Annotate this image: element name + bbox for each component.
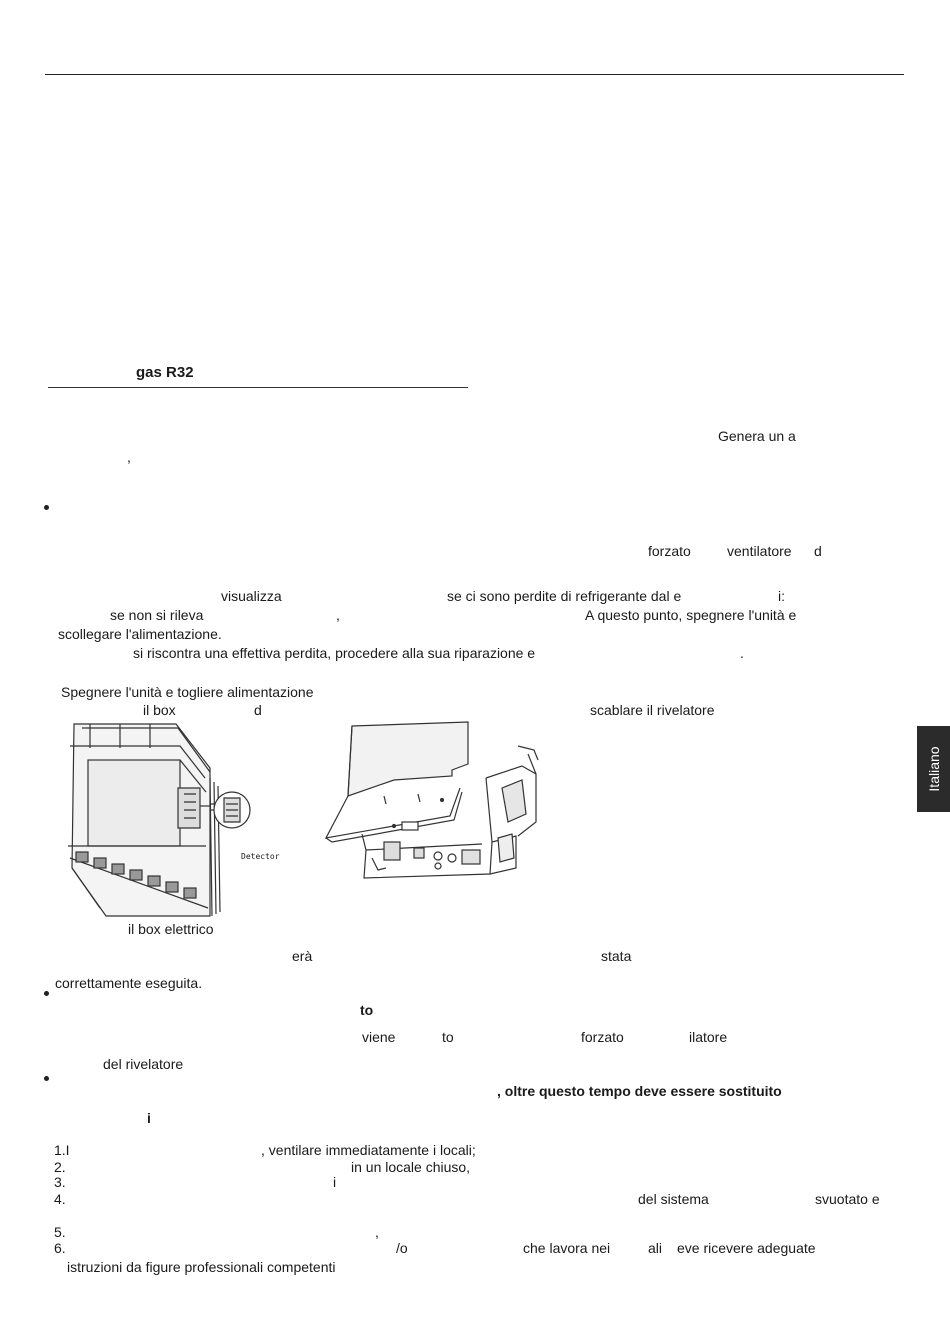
text-fragment: , xyxy=(375,1224,379,1240)
text-fragment: to xyxy=(360,1002,374,1018)
text-fragment: A questo punto, spegnere l'unità e xyxy=(585,607,797,623)
list-number: 5. xyxy=(54,1224,66,1240)
list-number: 4. xyxy=(54,1191,66,1207)
text-fragment: in un locale chiuso, xyxy=(351,1159,471,1175)
list-number: 6. xyxy=(54,1240,66,1256)
text-fragment: i xyxy=(333,1174,337,1190)
list-number: 2. xyxy=(54,1159,66,1175)
bullet-dot xyxy=(44,505,49,510)
text-fragment: viene xyxy=(362,1029,396,1045)
language-tab-label: Italiano xyxy=(925,746,942,792)
text-fragment: eve ricevere adeguate xyxy=(677,1240,816,1256)
text-fragment: erà xyxy=(292,948,313,964)
text-fragment: ilatore xyxy=(689,1029,728,1045)
electrical-box-illustration xyxy=(322,718,544,890)
text-fragment: i: xyxy=(778,588,785,604)
text-fragment: /o xyxy=(396,1240,408,1256)
text-fragment: si riscontra una effettiva perdita, procedere alla sua riparazione e xyxy=(133,645,536,661)
header-rule xyxy=(45,74,904,75)
text-fragment: correttamente eseguita. xyxy=(55,975,203,991)
text-fragment: del rivelatore xyxy=(103,1056,184,1072)
bullet-dot xyxy=(44,1076,49,1081)
text-fragment: , oltre questo tempo deve essere sostituito xyxy=(497,1083,782,1099)
detector-label: Detector xyxy=(241,852,280,861)
text-fragment: se ci sono perdite di refrigerante dal e xyxy=(447,588,682,604)
text-fragment: Genera un a xyxy=(718,428,796,444)
text-fragment: d xyxy=(254,702,262,718)
text-fragment: se non si rileva xyxy=(110,607,204,623)
text-fragment: il box elettrico xyxy=(128,921,214,937)
language-tab[interactable] xyxy=(917,726,950,812)
text-fragment: scablare il rivelatore xyxy=(590,702,715,718)
text-fragment: scollegare l'alimentazione. xyxy=(58,626,222,642)
text-fragment: Spegnere l'unità e togliere alimentazione xyxy=(61,684,314,700)
text-fragment: che lavora nei xyxy=(523,1240,611,1256)
section-rule xyxy=(48,387,468,388)
text-fragment: visualizza xyxy=(221,588,282,604)
text-fragment: istruzioni da figure professionali competenti xyxy=(67,1259,336,1275)
text-fragment: forzato xyxy=(648,543,691,559)
text-fragment: to xyxy=(442,1029,454,1045)
text-fragment: , xyxy=(127,449,131,465)
list-number: 1.I xyxy=(54,1142,70,1158)
text-fragment: i xyxy=(147,1110,151,1126)
text-fragment: ali xyxy=(648,1240,663,1256)
text-fragment: d xyxy=(814,543,822,559)
text-fragment: , xyxy=(336,607,340,623)
bullet-dot xyxy=(44,991,49,996)
unit-detector-illustration xyxy=(60,718,290,918)
text-fragment: stata xyxy=(601,948,632,964)
text-fragment: il box xyxy=(143,702,176,718)
text-fragment: . xyxy=(740,645,744,661)
text-fragment: svuotato e xyxy=(815,1191,880,1207)
text-fragment: ventilatore xyxy=(727,543,792,559)
list-number: 3. xyxy=(54,1174,66,1190)
text-fragment: , ventilare immediatamente i locali; xyxy=(261,1142,476,1158)
text-fragment: del sistema xyxy=(638,1191,709,1207)
text-fragment: forzato xyxy=(581,1029,624,1045)
section-heading: gas R32 xyxy=(136,364,194,381)
